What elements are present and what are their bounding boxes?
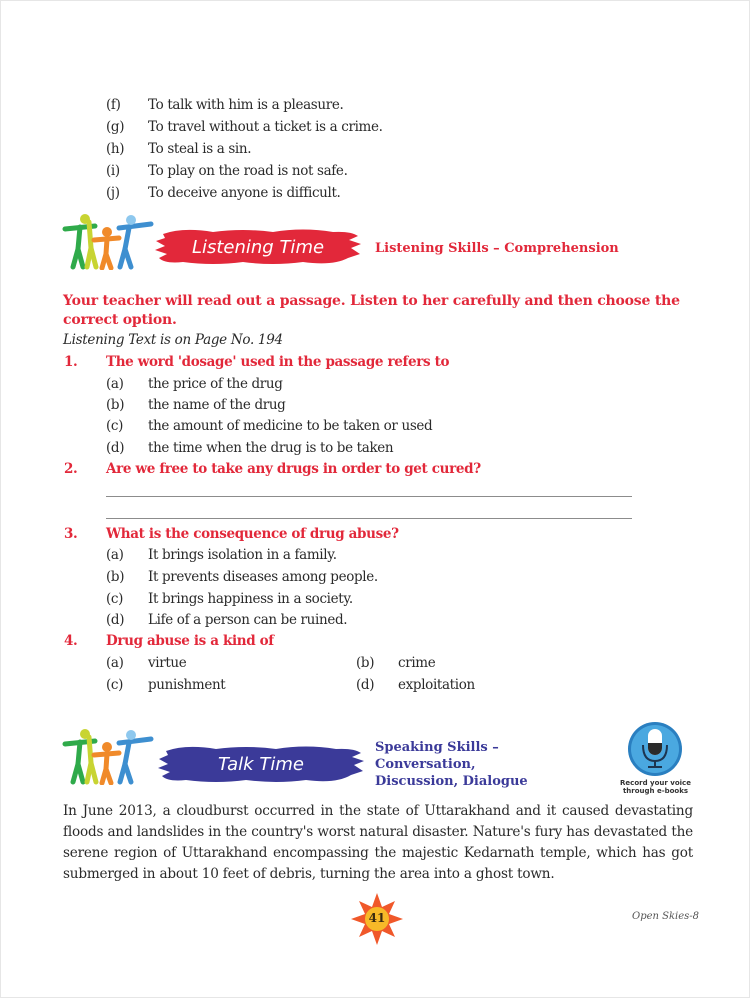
listening-subtitle: Listening Skills – Comprehension [375,241,619,256]
question-number: 4. [64,633,78,649]
question-number: 3. [64,526,78,542]
children-figures-icon [61,729,156,785]
item-text: To talk with him is a pleasure. [148,97,344,113]
option-label: (c) [106,591,124,607]
children-figures-icon [61,214,156,270]
microphone-icon [627,721,683,777]
talk-passage: In June 2013, a cloudburst occurred in the state of Uttarakhand and it caused devastating floods and landslides in the country's worst natural disaster. Nature's fury has devastated the serene region of Uttarakhand encompassing the majestic Kedarnath temple, which has got submerged in about 10 feet of debris, turning the area into a ghost town. [63,803,693,882]
listening-reference: Listening Text is on Page No. 194 [63,332,283,348]
option-text: the name of the drug [148,397,286,413]
question-text: What is the consequence of drug abuse? [106,526,399,542]
record-voice-button[interactable] [613,721,698,799]
option-label: (b) [106,397,125,413]
item-text: To steal is a sin. [148,141,252,157]
option-text: It prevents diseases among people. [148,569,378,585]
item-label: (h) [106,141,125,157]
talk-subtitle-line: Speaking Skills – [375,740,499,755]
question-text: Drug abuse is a kind of [106,633,274,649]
option-text: crime [398,655,436,671]
talk-subtitle-line: Discussion, Dialogue [375,774,528,789]
option-label: (a) [106,547,124,563]
book-title: Open Skies-8 [632,911,700,922]
item-label: (f) [106,97,121,113]
item-text: To play on the road is not safe. [148,163,348,179]
option-label: (b) [106,569,125,585]
option-text: Life of a person can be ruined. [148,612,348,628]
option-label: (d) [356,677,375,693]
talk-subtitle-line: Conversation, [375,757,476,772]
answer-line[interactable] [106,518,632,519]
record-caption-line: Record your voice [620,779,691,787]
option-text: punishment [148,677,226,693]
listening-instruction: Your teacher will read out a passage. Listen to her carefully and then choose the correct option. [63,293,680,328]
talk-subtitle [375,739,528,790]
option-label: (d) [106,440,125,456]
listening-time-banner [153,228,363,266]
option-label: (a) [106,655,124,671]
answer-line[interactable] [106,496,632,497]
option-text: the time when the drug is to be taken [148,440,394,456]
item-text: To travel without a ticket is a crime. [148,119,383,135]
option-text: the amount of medicine to be taken or used [148,418,433,434]
page-number-badge [351,893,403,945]
item-label: (g) [106,119,125,135]
record-caption-line: through e-books [622,787,689,795]
question-text: Are we free to take any drugs in order to get cured? [106,461,481,477]
option-label: (b) [356,655,375,671]
listening-banner-label: Listening Time [191,237,325,258]
page-number: 41 [368,911,386,925]
talk-banner-label: Talk Time [218,754,304,775]
option-label: (d) [106,612,125,628]
option-text: exploitation [398,677,475,693]
option-label: (c) [106,677,124,693]
question-number: 2. [64,461,78,477]
option-text: the price of the drug [148,376,283,392]
item-text: To deceive anyone is difficult. [148,185,341,201]
item-label: (i) [106,163,120,179]
record-voice-caption [613,779,698,795]
option-text: It brings happiness in a society. [148,591,353,607]
question-number: 1. [64,354,78,370]
option-text: It brings isolation in a family. [148,547,337,563]
option-text: virtue [148,655,187,671]
option-label: (a) [106,376,124,392]
option-label: (c) [106,418,124,434]
talk-time-banner [156,744,366,784]
item-label: (j) [106,185,120,201]
question-text: The word 'dosage' used in the passage refers to [106,354,450,370]
